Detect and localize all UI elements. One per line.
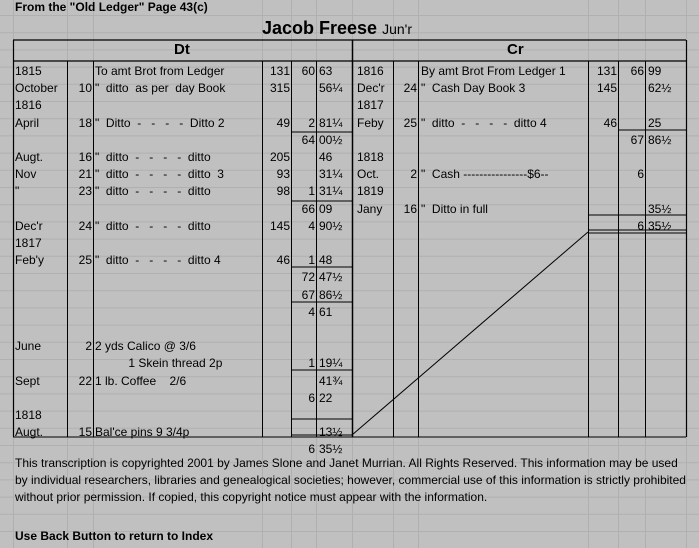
debit-dollars-cell: 4 <box>308 218 315 233</box>
debit-year-cell: Sept <box>15 373 40 388</box>
debit-dollars-cell: 1 <box>308 253 315 268</box>
credit-cents-cell: 25 <box>648 115 662 130</box>
credit-year-cell: 1819 <box>357 184 384 199</box>
credit-day-cell: 2 <box>410 167 417 182</box>
debit-page-cell: 315 <box>269 81 290 96</box>
debit-day-cell: 10 <box>78 81 92 96</box>
credit-year-cell: Oct. <box>357 167 380 182</box>
credit-desc-cell: By amt Brot From Ledger 1 <box>421 64 566 78</box>
debit-day-cell: 21 <box>78 167 92 182</box>
debit-desc-cell: 1 Skein thread 2p <box>95 356 223 371</box>
credit-cents-cell: 35½ <box>648 201 672 216</box>
credit-dollars-cell: 67 <box>630 132 644 147</box>
debit-desc-cell: " ditto - - - - ditto <box>95 184 211 199</box>
debit-day-cell: 15 <box>78 425 92 440</box>
debit-day-cell: 23 <box>78 184 92 199</box>
debit-cents-cell: 31¼ <box>319 184 343 199</box>
title-name: Jacob Freese <box>262 18 378 38</box>
debit-cents-cell: 48 <box>319 253 333 268</box>
debit-year-cell: " <box>15 184 20 199</box>
debit-year-cell: October <box>15 81 58 96</box>
credit-cents-cell: 99 <box>648 64 662 78</box>
debit-year-cell: Feb'y <box>15 253 44 268</box>
debit-dollars-cell: 1 <box>308 184 315 199</box>
credit-year-cell: Jany <box>357 201 383 216</box>
debit-dollars-cell: 1 <box>308 356 315 371</box>
debit-cents-cell: 35½ <box>319 442 343 457</box>
debit-cents-cell: 86½ <box>319 287 343 302</box>
debit-cents-cell: 56¼ <box>319 81 343 96</box>
balance-diagonal <box>352 232 588 435</box>
debit-desc-cell: " ditto as per day Book <box>95 81 226 96</box>
credit-year-cell: Dec'r <box>357 81 385 96</box>
debit-dollars-cell: 66 <box>301 201 315 216</box>
credit-year-cell: 1818 <box>357 150 384 164</box>
credit-desc-cell: " Cash ----------------$6-- <box>421 167 549 182</box>
debit-desc-cell: " ditto - - - - ditto <box>95 218 211 233</box>
credit-page-cell: 145 <box>596 81 617 96</box>
debit-day-cell: 2 <box>85 339 92 354</box>
credit-dollars-cell: 66 <box>630 64 644 78</box>
debit-cents-cell: 13½ <box>319 425 343 440</box>
debit-year-cell: 1817 <box>15 236 42 250</box>
credit-cents-cell: 35½ <box>648 218 672 233</box>
debit-cents-cell: 31¼ <box>319 167 343 182</box>
debit-cents-cell: 90½ <box>319 218 343 233</box>
debit-dollars-cell: 2 <box>308 115 315 130</box>
debit-page-cell: 98 <box>276 184 290 199</box>
debit-desc-cell: To amt Brot from Ledger <box>95 64 225 78</box>
debit-year-cell: Augt. <box>15 425 44 440</box>
debit-year-cell: June <box>15 339 42 354</box>
credit-year-cell: 1816 <box>357 64 384 78</box>
debit-cents-cell: 81¼ <box>319 115 343 130</box>
source-heading: From the "Old Ledger" Page 43(c) <box>15 0 208 14</box>
credit-desc-cell: " ditto - - - - ditto 4 <box>421 115 547 130</box>
copyright-notice: This transcription is copyrighted 2001 by James Slone and Janet Murrian. All Rights Reserved. This information may be used by individual researchers, libraries and genealogical societies; however, commercial use of this information is strictly prohibited without prior permission. If copied, this copyright notice must appear with the information. <box>15 456 686 504</box>
debit-cents-cell: 61 <box>319 304 333 319</box>
debit-dollars-cell: 64 <box>301 132 315 147</box>
credit-cents-cell: 62½ <box>648 81 672 96</box>
credit-year-cell: Feby <box>357 115 384 130</box>
debit-desc-cell: " Ditto - - - - Ditto 2 <box>95 115 225 130</box>
credit-page-cell: 46 <box>603 115 617 130</box>
debit-dollars-cell: 6 <box>308 390 315 405</box>
debit-cents-cell: 19¼ <box>319 356 343 371</box>
debit-dollars-cell: 67 <box>301 287 315 302</box>
credit-desc-cell: " Ditto in full <box>421 201 488 216</box>
debit-cents-cell: 47½ <box>319 270 343 285</box>
debit-desc-cell: " ditto - - - - ditto <box>95 150 211 164</box>
debit-cents-cell: 00½ <box>319 132 343 147</box>
debit-day-cell: 22 <box>78 373 92 388</box>
credit-day-cell: 24 <box>403 81 417 96</box>
debit-page-cell: 131 <box>269 64 290 78</box>
debit-year-cell: Dec'r <box>15 218 43 233</box>
debit-page-cell: 93 <box>276 167 290 182</box>
debit-dollars-cell: 60 <box>301 64 315 78</box>
debit-cents-cell: 46 <box>319 150 333 164</box>
debit-dollars-cell: 6 <box>308 442 315 457</box>
credit-page-cell: 131 <box>596 64 617 78</box>
credit-year-cell: 1817 <box>357 98 384 113</box>
debit-desc-cell: 1 lb. Coffee 2/6 <box>95 373 187 388</box>
back-note: Use Back Button to return to Index <box>15 529 214 543</box>
title-suffix: Jun'r <box>382 21 413 37</box>
ledger-title <box>262 17 412 40</box>
debit-desc-cell: " ditto - - - - ditto 3 <box>95 167 224 182</box>
debit-heading: Dt <box>174 41 190 58</box>
debit-year-cell: Nov <box>15 167 37 182</box>
debit-day-cell: 18 <box>78 115 92 130</box>
credit-day-cell: 16 <box>403 201 417 216</box>
debit-day-cell: 16 <box>78 150 92 164</box>
debit-day-cell: 24 <box>78 218 92 233</box>
debit-page-cell: 145 <box>269 218 290 233</box>
debit-page-cell: 49 <box>276 115 290 130</box>
debit-desc-cell: " ditto - - - - ditto 4 <box>95 253 221 268</box>
debit-page-cell: 46 <box>276 253 290 268</box>
debit-year-cell: 1818 <box>15 408 42 422</box>
debit-year-cell: April <box>15 115 40 130</box>
credit-cents-cell: 86½ <box>648 132 672 147</box>
credit-dollars-cell: 6 <box>637 218 644 233</box>
credit-heading: Cr <box>507 41 524 58</box>
debit-day-cell: 25 <box>78 253 92 268</box>
credit-desc-cell: " Cash Day Book 3 <box>421 81 526 96</box>
debit-desc-cell: Bal'ce pins 9 3/4p <box>95 425 190 440</box>
debit-dollars-cell: 72 <box>301 270 315 285</box>
debit-year-cell: 1816 <box>15 98 42 113</box>
debit-cents-cell: 22 <box>319 390 333 405</box>
debit-desc-cell: 2 yds Calico @ 3/6 <box>95 339 196 354</box>
debit-dollars-cell: 4 <box>308 304 315 319</box>
debit-page-cell: 205 <box>269 150 290 164</box>
credit-day-cell: 25 <box>403 115 417 130</box>
debit-cents-cell: 09 <box>319 201 333 216</box>
debit-cents-cell: 63 <box>319 64 333 78</box>
debit-year-cell: Augt. <box>15 150 44 164</box>
debit-cents-cell: 41¾ <box>319 373 343 388</box>
debit-year-cell: 1815 <box>15 64 42 78</box>
credit-dollars-cell: 6 <box>637 167 644 182</box>
